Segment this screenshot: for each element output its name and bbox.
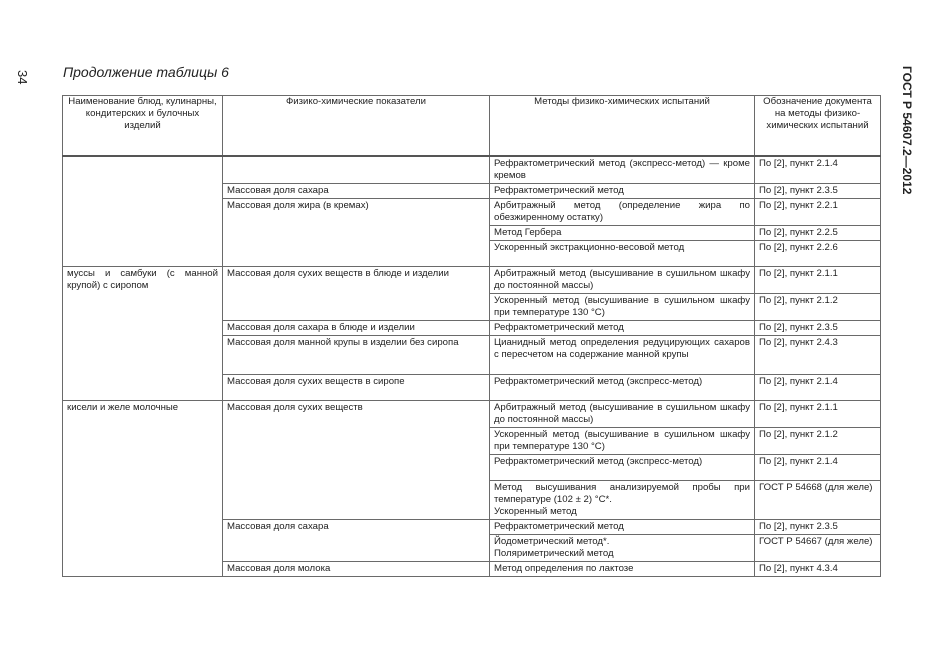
row-method-cell: Рефрактометрический метод — [490, 184, 755, 199]
row-reference-cell: По [2], пункт 2.2.6 — [755, 241, 881, 267]
row-indicator-cell: Массовая доля жира (в кремах) — [223, 199, 490, 267]
row-reference-cell: По [2], пункт 2.3.5 — [755, 184, 881, 199]
row-method-cell: Метод Гербера — [490, 226, 755, 241]
row-reference-cell: По [2], пункт 2.1.2 — [755, 428, 881, 455]
method-line-2: Ускоренный метод — [494, 506, 577, 517]
row-method-cell: Арбитражный метод (высушивание в сушильном шкафу до постоянной массы) — [490, 401, 755, 428]
table-header-row — [63, 96, 881, 157]
row-reference-cell: По [2], пункт 2.1.1 — [755, 401, 881, 428]
row-method-cell — [490, 481, 755, 520]
row-reference-cell: По [2], пункт 2.1.4 — [755, 455, 881, 481]
table-row — [63, 267, 881, 294]
row-method-cell: Рефрактометрический метод (экспресс-метод) — [490, 455, 755, 481]
row-indicator-cell: Массовая доля сухих веществ в сиропе — [223, 375, 490, 401]
row-reference-cell: По [2], пункт 2.2.1 — [755, 199, 881, 226]
row-method-cell: Рефрактометрический метод (экспресс-метод) — кроме кремов — [490, 156, 755, 184]
row-method-cell: Рефрактометрический метод (экспресс-метод) — [490, 375, 755, 401]
row-indicator-cell: Массовая доля манной крупы в изделии без сиропа — [223, 336, 490, 375]
header-method: Методы физико-химических испытаний — [490, 96, 755, 157]
table-row — [63, 401, 881, 428]
row-reference-cell: По [2], пункт 2.3.5 — [755, 321, 881, 336]
row-name-cell: муссы и самбуки (с манной крупой) с сиропом — [63, 267, 223, 401]
row-method-cell: Цианидный метод определения редуцирующих сахаров с пересчетом на содержание манной крупы — [490, 336, 755, 375]
method-line-1: Метод высушивания анализируемой пробы при температуре (102 ± 2) °С*. — [494, 482, 750, 505]
row-reference-cell: По [2], пункт 2.3.5 — [755, 520, 881, 535]
row-reference-cell: ГОСТ Р 54668 (для желе) — [755, 481, 881, 520]
row-name-cell: кисели и желе молочные — [63, 401, 223, 577]
row-method-cell: Ускоренный метод (высушивание в сушильном шкафу при температуре 130 °С) — [490, 428, 755, 455]
method-line-2: Поляриметрический метод — [494, 548, 614, 559]
row-method-cell: Арбитражный метод (определение жира по обезжиренному остатку) — [490, 199, 755, 226]
row-method-cell: Рефрактометрический метод — [490, 321, 755, 336]
row-indicator-cell: Массовая доля сахара — [223, 184, 490, 199]
row-indicator-cell — [223, 156, 490, 184]
row-indicator-cell: Массовая доля сахара — [223, 520, 490, 562]
row-reference-cell: По [2], пункт 2.2.5 — [755, 226, 881, 241]
method-line-1: Йодометрический метод*. — [494, 536, 610, 547]
row-reference-cell: По [2], пункт 2.4.3 — [755, 336, 881, 375]
header-reference: Обозначение документа на методы физико-химических испытаний — [755, 96, 881, 157]
table-caption: Продолжение таблицы 6 — [63, 64, 229, 80]
page-number: 34 — [15, 70, 30, 85]
table-row — [63, 156, 881, 184]
row-method-cell: Арбитражный метод (высушивание в сушильном шкафу до постоянной массы) — [490, 267, 755, 294]
row-method-cell: Ускоренный экстракционно-весовой метод — [490, 241, 755, 267]
document-code: ГОСТ Р 54607.2—2012 — [900, 66, 914, 195]
row-name-cell — [63, 156, 223, 267]
row-indicator-cell: Массовая доля сухих веществ в блюде и изделии — [223, 267, 490, 321]
row-reference-cell: По [2], пункт 2.1.1 — [755, 267, 881, 294]
row-indicator-cell: Массовая доля сахара в блюде и изделии — [223, 321, 490, 336]
row-reference-cell: По [2], пункт 4.3.4 — [755, 562, 881, 577]
row-reference-cell: По [2], пункт 2.1.4 — [755, 375, 881, 401]
methods-table — [62, 95, 881, 577]
header-indicator: Физико-химические показатели — [223, 96, 490, 157]
row-reference-cell: ГОСТ Р 54667 (для желе) — [755, 535, 881, 562]
row-method-cell: Ускоренный метод (высушивание в сушильном шкафу при температуре 130 °С) — [490, 294, 755, 321]
row-reference-cell: По [2], пункт 2.1.4 — [755, 156, 881, 184]
row-method-cell: Метод определения по лактозе — [490, 562, 755, 577]
row-indicator-cell: Массовая доля сухих веществ — [223, 401, 490, 520]
header-name: Наименование блюд, кулинарны, кондитерских и булочных изделий — [63, 96, 223, 157]
row-indicator-cell: Массовая доля молока — [223, 562, 490, 577]
row-method-cell: Рефрактометрический метод — [490, 520, 755, 535]
row-method-cell — [490, 535, 755, 562]
row-reference-cell: По [2], пункт 2.1.2 — [755, 294, 881, 321]
